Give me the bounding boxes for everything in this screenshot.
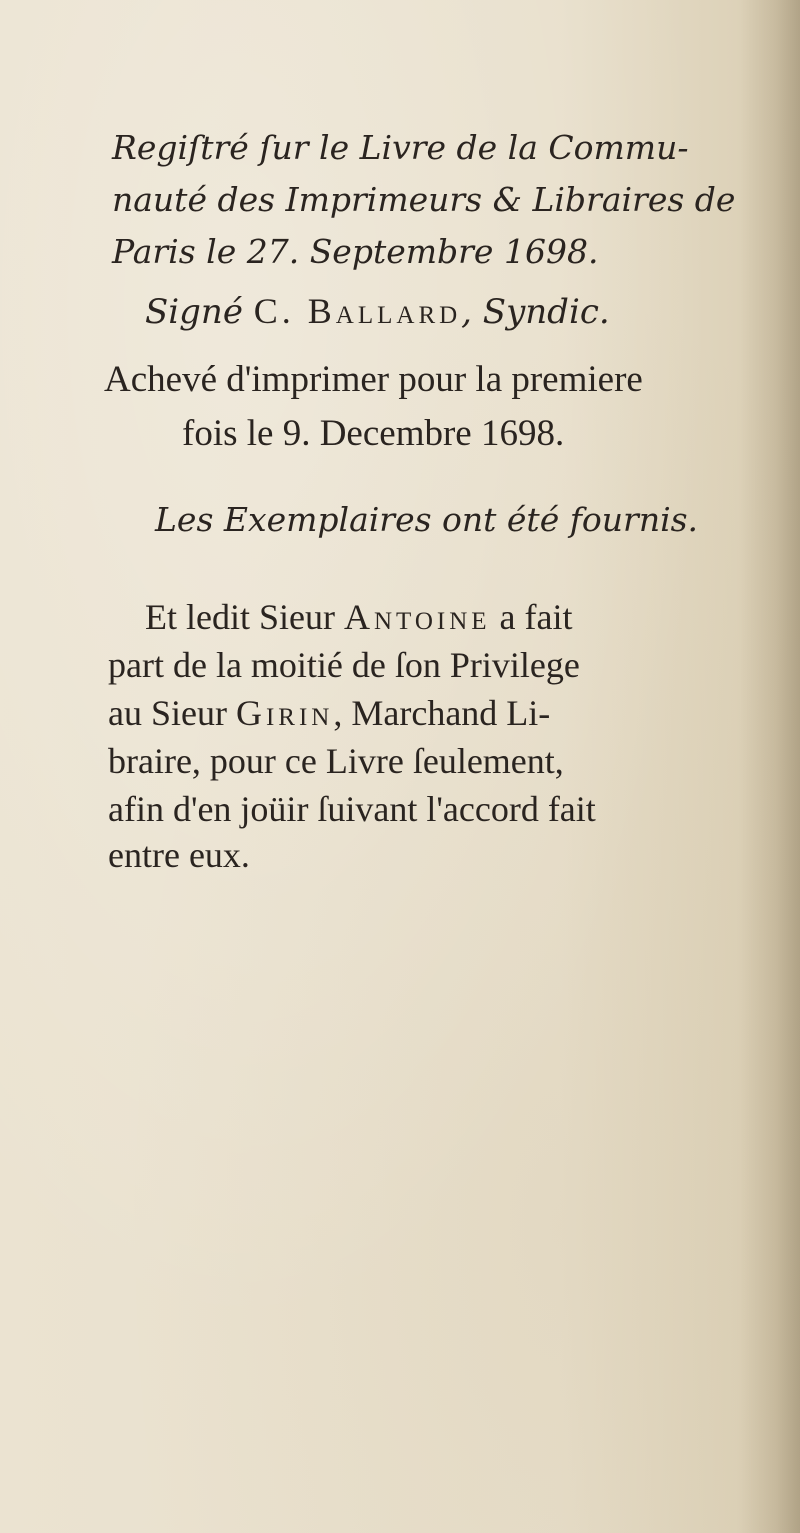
cession-line-1 bbox=[145, 596, 573, 638]
registration-line-3: Paris le 27. Septembre 1698. bbox=[112, 232, 599, 271]
page-edge-shadow bbox=[740, 0, 800, 1533]
registration-line-2: nauté des Imprimeurs & Libraires de bbox=[112, 180, 736, 219]
name-girin: Girin bbox=[235, 693, 334, 733]
registration-line-1: Regiſtré ſur le Livre de la Commu- bbox=[112, 128, 689, 167]
cession-line-2: part de la moitié de ſon Privilege bbox=[108, 645, 580, 685]
acheve-line-2: fois le 9. Decembre 1698. bbox=[182, 413, 565, 454]
signe-name: C. Ballard bbox=[253, 291, 462, 331]
cession-line-3-prefix: au Sieur bbox=[108, 693, 227, 733]
exemplaires-line: Les Exemplaires ont été fournis. bbox=[155, 500, 699, 539]
cession-line-5: afin d'en joüir ſuivant l'accord fait bbox=[108, 789, 596, 829]
cession-line-1-prefix: Et ledit Sieur bbox=[145, 597, 335, 637]
acheve-line-1: Achevé d'imprimer pour la premiere bbox=[104, 359, 643, 400]
cession-line-3 bbox=[108, 692, 550, 734]
signature-line bbox=[145, 290, 610, 332]
signe-prefix: Signé bbox=[145, 292, 243, 332]
cession-line-1-suffix: a fait bbox=[499, 597, 573, 637]
cession-line-6: entre eux. bbox=[108, 835, 250, 875]
cession-line-3-suffix: , Marchand Li- bbox=[333, 693, 551, 733]
signe-suffix: , Syndic. bbox=[461, 292, 610, 332]
name-antoine: Antoine bbox=[343, 597, 491, 637]
cession-line-4: braire, pour ce Livre ſeulement, bbox=[108, 741, 564, 781]
